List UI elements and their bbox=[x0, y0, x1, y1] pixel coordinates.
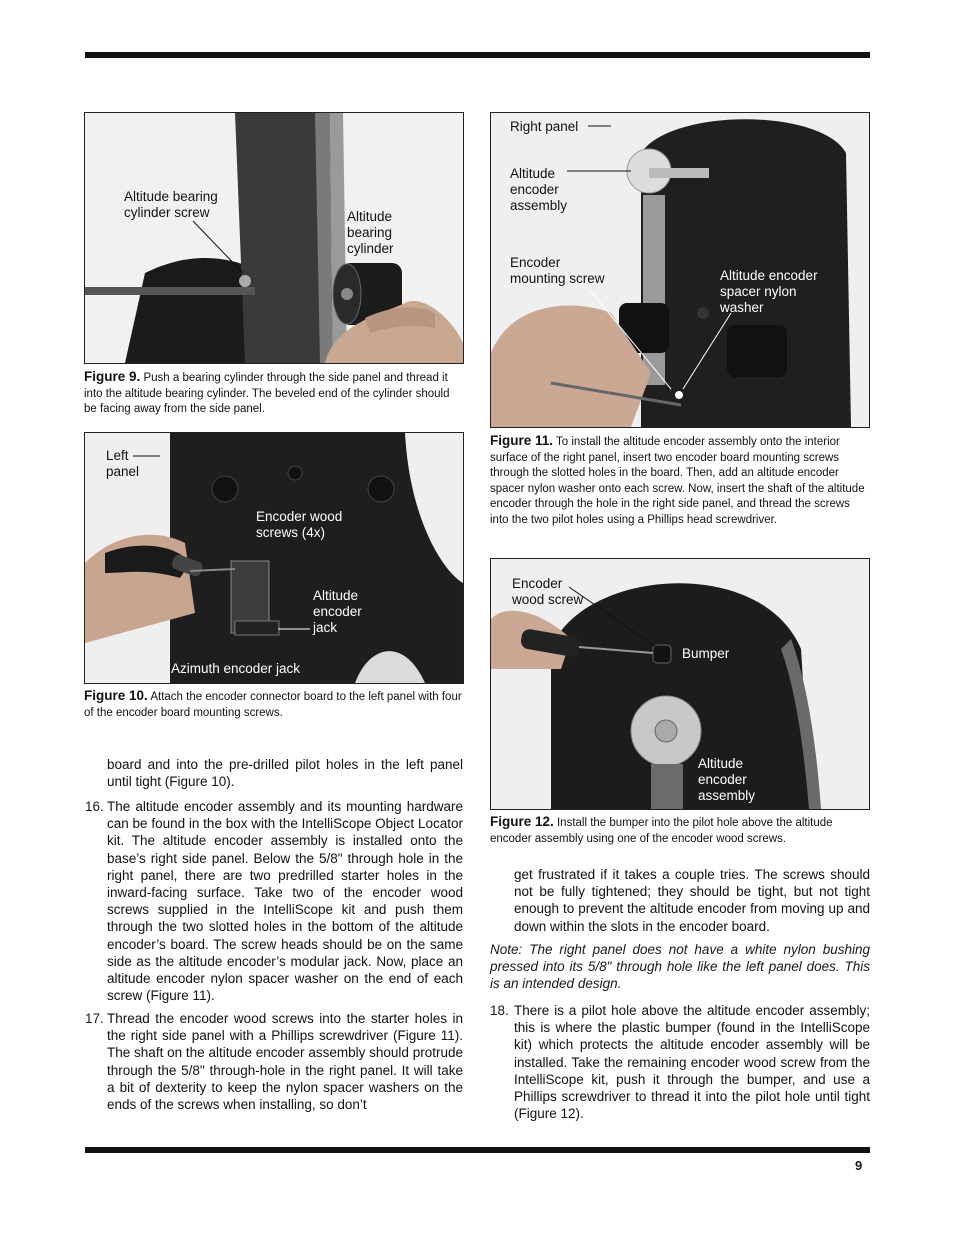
item-16-number: 16. bbox=[85, 799, 104, 814]
label-right-panel: Right panel bbox=[510, 119, 579, 134]
figure-10-caption-head: Figure 10. bbox=[84, 688, 148, 703]
label-spacer-nylon-washer: Altitude encoder spacer nylon washer bbox=[720, 268, 818, 315]
figure-11-caption bbox=[490, 433, 870, 528]
figure-12-photo bbox=[490, 558, 870, 810]
figure-11-photo bbox=[490, 112, 870, 428]
label-encoder-mounting-screw: Encoder mounting screw bbox=[510, 255, 605, 286]
item-16-text: The altitude encoder assembly and its mounting hardware can be found in the box with the IntelliScope Object Locator kit. The altitude encoder assembly is installed onto the base’s right side panel. Below the 5/8" through hole in the right panel, there are two predrilled starter holes in the inward-facing surface. Take two of the encoder wood screws supplied in the IntelliScope kit and push them through the two slotted holes in the bottom of the altitude encoder’s board. The screw heads should be on the same side as the altitude encoder’s modular jack. Now, place an altitude encoder nylon spacer washer on the end of each screw (Figure 11). bbox=[107, 799, 463, 1004]
item-17-continued: get frustrated if it takes a couple tries. The screws should not be fully tightened; they should be tight, but not tight enough to prevent the altitude encoder from moving up and down within the slots in the encoder board. bbox=[514, 867, 870, 934]
label-altitude-encoder-jack: Altitude encoder jack bbox=[313, 588, 362, 635]
figure-9-caption-text: Push a bearing cylinder through the side panel and thread it into the altitude bearing cylinder. The beveled end of the cylinder should be facing away from the side panel. bbox=[84, 372, 450, 415]
figure-9-caption-head: Figure 9. bbox=[84, 369, 141, 384]
label-encoder-wood-screws: Encoder wood screws (4x) bbox=[256, 509, 343, 540]
item-17-text: Thread the encoder wood screws into the starter holes in the right side panel with a Phillips screwdriver (Figure 11). The shaft on the altitude encoder assembly should protrude through the 5/8" through-hole in the right panel. It will take a bit of dexterity to keep the nylon spacer washers on the ends of the screws when installing, so don’t bbox=[107, 1011, 463, 1113]
label-altitude-encoder-assembly: Altitude encoder assembly bbox=[510, 166, 568, 213]
figure-12-caption-text: Install the bumper into the pilot hole above the altitude encoder assembly using one of the encoder wood screws. bbox=[490, 817, 833, 845]
figure-10-caption-text: Attach the encoder connector board to the left panel with four of the encoder board mounting screws. bbox=[84, 691, 462, 719]
bottom-rule bbox=[85, 1147, 870, 1153]
figure-9-caption bbox=[84, 369, 464, 418]
label-encoder-wood-screw: Encoder wood screw bbox=[512, 576, 584, 607]
note-paragraph: Note: The right panel does not have a white nylon bushing pressed into its 5/8" through hole like the left panel does. This is an intended design. bbox=[490, 942, 870, 992]
label-azimuth-encoder-jack: Azimuth encoder jack bbox=[171, 661, 301, 676]
continued-paragraph: board and into the pre-drilled pilot holes in the left panel until tight (Figure 10). bbox=[107, 757, 463, 790]
top-rule bbox=[85, 52, 870, 58]
item-18-text: There is a pilot hole above the altitude encoder assembly; this is where the plastic bumper (found in the IntelliScope kit) which protects the altitude encoder assembly will be installed. Take the remaining encoder wood screw from the IntelliScope kit, push it through the bumper, and use a Phillips screwdriver to thread it into the pilot hole until tight (Figure 12). bbox=[514, 1003, 870, 1122]
figure-10-caption bbox=[84, 688, 464, 721]
figure-9-photo bbox=[84, 112, 464, 364]
figure-10-photo bbox=[84, 432, 464, 684]
figure-12-caption bbox=[490, 814, 870, 847]
label-altitude-bearing-cylinder: Altitude bearing cylinder bbox=[347, 209, 394, 256]
label-left-panel: Left panel bbox=[106, 448, 140, 479]
label-bumper: Bumper bbox=[682, 646, 730, 661]
figure-11-caption-head: Figure 11. bbox=[490, 433, 554, 448]
label-altitude-encoder-assembly-2: Altitude encoder assembly bbox=[698, 756, 756, 803]
item-18-number: 18. bbox=[490, 1003, 509, 1018]
figure-10-illustration bbox=[85, 433, 463, 683]
label-altitude-bearing-cylinder-screw: Altitude bearing cylinder screw bbox=[124, 189, 218, 220]
item-17-number: 17. bbox=[85, 1011, 104, 1026]
page-number: 9 bbox=[855, 1158, 863, 1173]
figure-12-caption-head: Figure 12. bbox=[490, 814, 554, 829]
figure-11-caption-text: To install the altitude encoder assembly onto the interior surface of the right panel, insert two encoder board mounting screws through the slotted holes in the board. Then, add an altitude encoder spacer nylon washer onto each screw. Now, insert the shaft of the altitude encoder through the hole in the right side panel, and thread the screws into the two pilot holes using a Phillips head screwdriver. bbox=[490, 436, 865, 526]
figure-9-illustration bbox=[85, 113, 463, 363]
